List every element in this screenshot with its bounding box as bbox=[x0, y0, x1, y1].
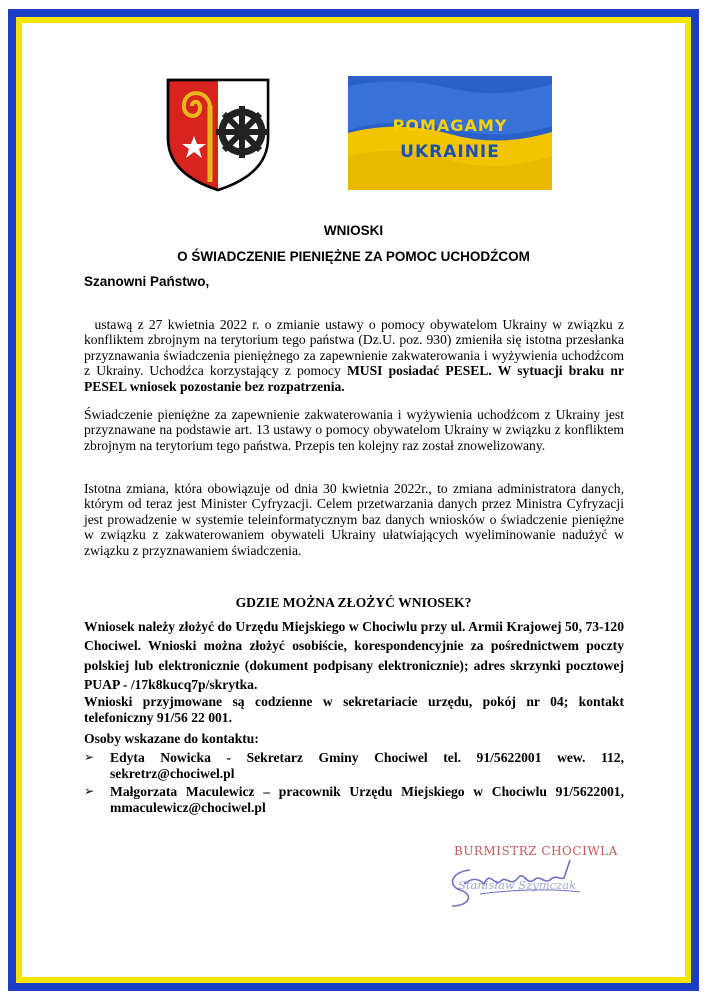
paragraph-2: Świadczenie pieniężne za zapewnienie zakwaterowania i wyżywienia uchodźcom z Ukrainy jest przyznawane na podstawie art. 13 ustawy o pomocy obywatelom Ukrainy w związku z konfliktem zbrojnym na terytorium tego państwa. Przepis ten kolejny raz został znowelizowany. bbox=[84, 407, 624, 453]
banner-line-1: POMAGAMY bbox=[392, 116, 508, 135]
paragraph-1-bold: MUSI posiadać PESEL. W sytuacji braku nr PESEL wniosek pozostanie bez rozpatrzenia. bbox=[84, 363, 624, 394]
paragraph-3: Istotna zmiana, która obowiązuje od dnia 30 kwietnia 2022r., to zmiana administratora danych, którym od teraz jest Minister Cyfryzacji. Celem przetwarzania danych przez Ministra Cyfryzacji jest prowadzenie w systemie teleinformatycznym baz danych wniosków o świadczenie pieniężne w związku z zakwaterowaniem obywateli Ukrainy ułatwiających wyeliminowanie nadużyć w związku z przyznawaniem świadczenia. bbox=[84, 481, 624, 558]
stamp-title: BURMISTRZ CHOCIWLA bbox=[454, 844, 618, 858]
contact-text: Małgorzata Maculewicz – pracownik Urzędu Miejskiego w Chociwlu 91/5622001, mmaculewicz@chociwel.pl bbox=[110, 784, 624, 815]
arrow-bullet-icon: ➢ bbox=[84, 750, 95, 764]
section-title-where: GDZIE MOŻNA ZŁOŻYĆ WNIOSEK? bbox=[235, 595, 472, 610]
greeting: Szanowni Państwo, bbox=[84, 274, 210, 289]
document-title: WNIOSKI bbox=[323, 223, 384, 238]
arrow-bullet-icon: ➢ bbox=[84, 784, 95, 798]
where-text-3: Osoby wskazane do kontaktu: bbox=[84, 731, 259, 746]
where-text-2: Wnioski przyjmowane są codzienne w sekretariacie urzędu, pokój nr 04; kontakt telefoniczny 91/56 22 001. bbox=[84, 694, 624, 725]
handwritten-signature bbox=[440, 850, 620, 908]
coat-of-arms-logo bbox=[166, 78, 270, 192]
banner-line-2: UKRAINIE bbox=[400, 142, 500, 162]
document-subtitle: O ŚWIADCZENIE PIENIĘŻNE ZA POMOC UCHODŹCOM bbox=[177, 249, 530, 264]
contact-text: Edyta Nowicka - Sekretarz Gminy Chociwel tel. 91/5622001 wew. 112, sekretrz@chociwel.pl bbox=[110, 750, 624, 781]
where-text-1: Wniosek należy złożyć do Urzędu Miejskiego w Chociwlu przy ul. Armii Krajowej 50, 73-120 Chociwel. Wnioski można złożyć osobiście, korespondencyjnie za pośrednictwem poczty polskiej lub elektronicznie (dokument podpisany elektronicznie); adres skrzynki pocztowej PUAP - /17k8kucq7p/skrytka. bbox=[84, 619, 624, 692]
pomagamy-ukrainie-banner bbox=[348, 76, 552, 190]
stamp-name: Stanisław Szymczak bbox=[458, 878, 577, 892]
paragraph-1 bbox=[84, 317, 624, 394]
paragraph-1-text: ustawą z 27 kwietnia 2022 r. o zmianie ustawy o pomocy obywatelom Ukrainy w związku z konfliktem zbrojnym na terytorium tego państwa (Dz.U. poz. 930) zmieniła się istotna przesłanka przyznawania świadczenia pieniężnego za zapewnienie zakwaterowania i wyżywienia uchodźcom z Ukrainy. Uchodźca korzystający z pomocy bbox=[84, 317, 624, 379]
contact-item bbox=[84, 750, 624, 781]
contact-item bbox=[84, 784, 624, 815]
mayor-stamp bbox=[440, 838, 620, 908]
